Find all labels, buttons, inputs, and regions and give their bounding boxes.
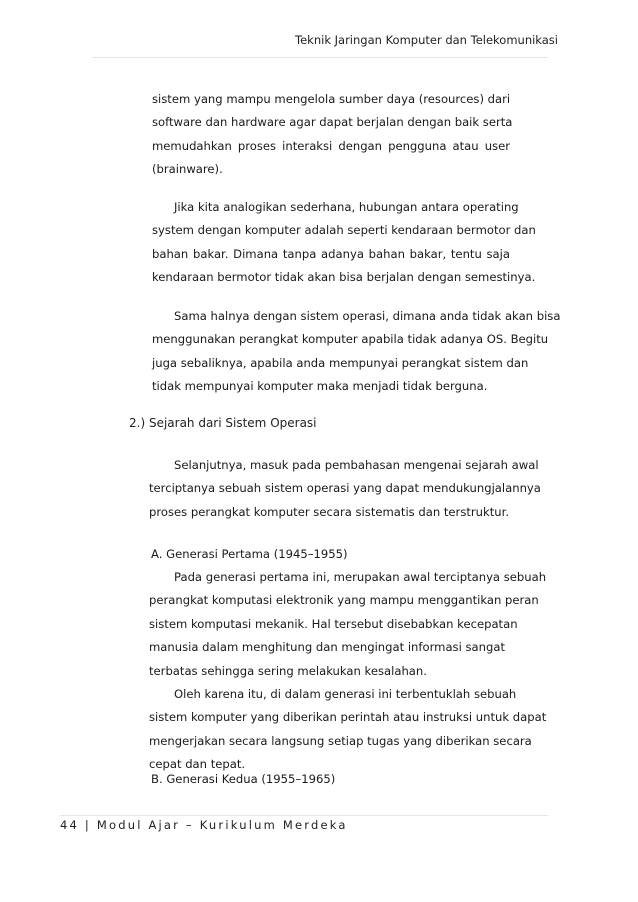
- footer-divider: [60, 815, 548, 816]
- subheading-first-generation: A. Generasi Pertama (1945–1955): [151, 547, 348, 561]
- text-line: system dengan komputer adalah seperti kendaraan bermotor dan: [152, 223, 536, 238]
- text-line: kendaraan bermotor tidak akan bisa berjalan dengan semestinya.: [152, 270, 536, 285]
- text-line: terciptanya sebuah sistem operasi yang dapat mendukungjalannya: [149, 481, 541, 496]
- text-line: sistem komputer yang diberikan perintah atau instruksi untuk dapat: [149, 710, 547, 725]
- text-line: memudahkan proses interaksi dengan pengguna atau user: [152, 138, 510, 153]
- text-line: (brainware).: [152, 162, 223, 177]
- text-line: menggunakan perangkat komputer apabila tidak adanya OS. Begitu: [152, 332, 549, 347]
- running-header: Teknik Jaringan Komputer dan Telekomunikasi: [295, 33, 558, 47]
- paragraph-os-dependency: [152, 305, 561, 399]
- text-line: Sama halnya dengan sistem operasi, dimana anda tidak akan bisa: [174, 309, 561, 323]
- section-heading: 2.) Sejarah dari Sistem Operasi: [129, 416, 317, 430]
- text-line: tidak mempunyai komputer maka menjadi tidak berguna.: [152, 379, 488, 394]
- text-line: Pada generasi pertama ini, merupakan awal terciptanya sebuah: [174, 570, 547, 584]
- text-line: cepat dan tepat.: [149, 757, 246, 772]
- paragraph-first-generation-continued: [149, 683, 547, 777]
- paragraph-analogy: [152, 196, 536, 290]
- text-line: sistem yang mampu mengelola sumber daya (resources) dari: [152, 92, 511, 106]
- paragraph-os-definition: [152, 88, 513, 182]
- page-number: 44: [60, 818, 80, 832]
- text-line: perangkat komputasi elektronik yang mampu menggantikan peran: [149, 593, 539, 608]
- page-footer: [60, 818, 348, 832]
- text-line: proses perangkat komputer secara sistematis dan terstruktur.: [149, 504, 510, 519]
- text-line: juga sebaliknya, apabila anda mempunyai perangkat sistem dan: [152, 355, 529, 370]
- footer-separator: |: [84, 818, 91, 832]
- text-line: manusia dalam menghitung dan mengingat informasi sangat: [149, 640, 505, 655]
- text-line: Oleh karena itu, di dalam generasi ini terbentuklah sebuah: [174, 687, 517, 701]
- text-line: mengerjakan secara langsung setiap tugas yang diberikan secara: [149, 733, 532, 748]
- text-line: Jika kita analogikan sederhana, hubungan antara operating: [174, 200, 519, 214]
- text-line: terbatas sehingga sering melakukan kesalahan.: [149, 663, 427, 678]
- text-line: bahan bakar. Dimana tanpa adanya bahan bakar, tentu saja: [152, 246, 510, 261]
- text-line: software dan hardware agar dapat berjalan dengan baik serta: [152, 115, 513, 130]
- header-divider: [92, 57, 548, 58]
- paragraph-history-intro: [149, 454, 541, 524]
- paragraph-first-generation: [149, 566, 547, 683]
- subheading-second-generation: B. Generasi Kedua (1955–1965): [151, 772, 336, 786]
- text-line: sistem komputasi mekanik. Hal tersebut disebabkan kecepatan: [149, 616, 518, 631]
- text-line: Selanjutnya, masuk pada pembahasan mengenai sejarah awal: [174, 458, 539, 472]
- footer-title: Modul Ajar – Kurikulum Merdeka: [96, 818, 348, 832]
